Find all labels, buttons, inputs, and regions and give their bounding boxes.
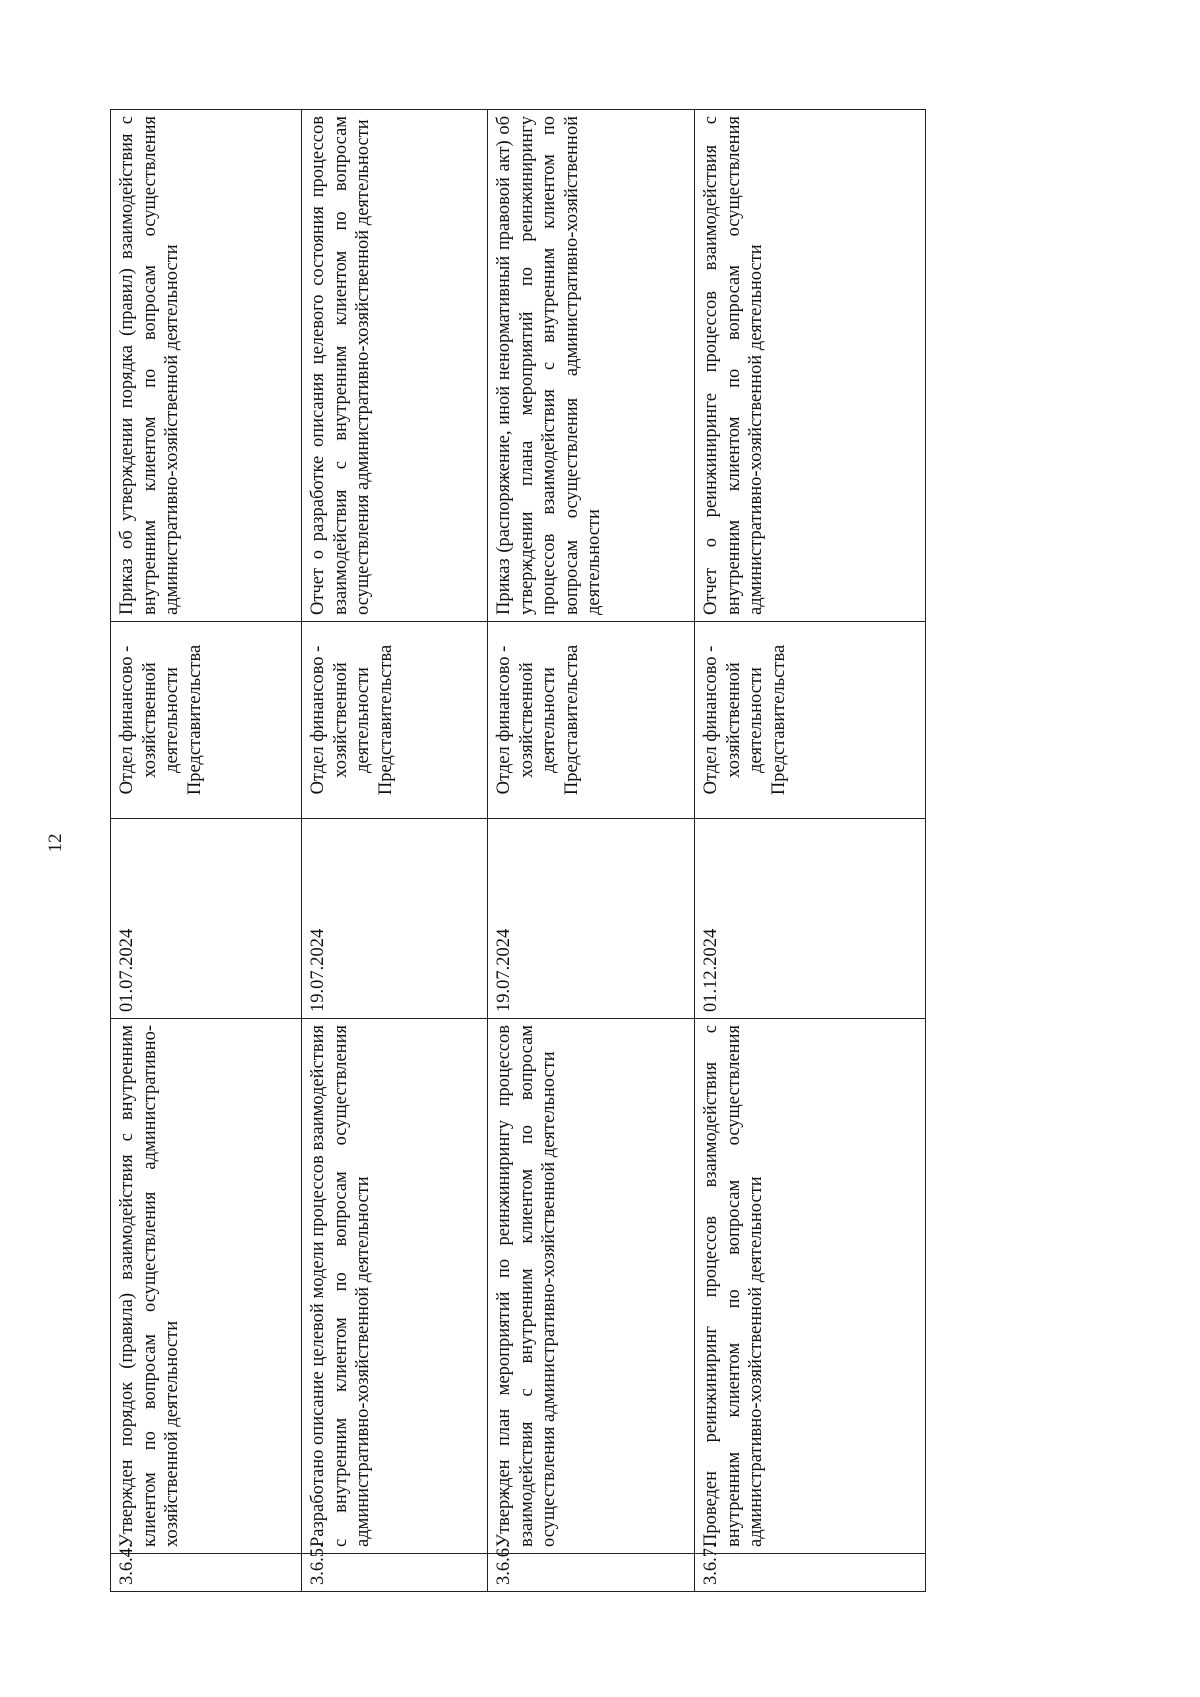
responsible-cell: Отдел финансово - хозяйственной деятельности Представительства	[111, 622, 302, 819]
document-cell: Приказ об утверждении порядка (правил) взаимодействия с внутренним клиентом по вопросам осуществления административно-хозяйственной деятельности	[111, 110, 302, 622]
table-row	[111, 110, 302, 1592]
date-cell: 01.12.2024	[695, 819, 926, 1019]
plan-table	[110, 109, 926, 1592]
result-cell: Разработано описание целевой модели процессов взаимодействия с внутренним клиентом по вопросам осуществления административно-хозяйственной деятельности	[302, 1019, 488, 1554]
result-cell: Утвержден порядок (правила) взаимодействия с внутренним клиентом по вопросам осуществления административно-хозяйственной деятельности	[111, 1019, 302, 1554]
table-row	[302, 110, 488, 1592]
date-cell: 19.07.2024	[302, 819, 488, 1019]
responsible-cell: Отдел финансово - хозяйственной деятельности Представительства	[302, 622, 488, 819]
page-number: 12	[45, 833, 66, 853]
row-number: 3.6.4.	[111, 1554, 302, 1592]
row-number: 3.6.7.	[695, 1554, 926, 1592]
row-number: 3.6.6.	[488, 1554, 695, 1592]
responsible-cell: Отдел финансово - хозяйственной деятельности Представительства	[488, 622, 695, 819]
result-cell: Проведен реинжиниринг процессов взаимодействия с внутренним клиентом по вопросам осуществления административно-хозяйственной деятельности	[695, 1019, 926, 1554]
rotated-table-container	[110, 110, 925, 1592]
date-cell: 19.07.2024	[488, 819, 695, 1019]
responsible-cell: Отдел финансово - хозяйственной деятельности Представительства	[695, 622, 926, 819]
row-number: 3.6.5.	[302, 1554, 488, 1592]
table-row	[695, 110, 926, 1592]
table-row	[488, 110, 695, 1592]
date-cell: 01.07.2024	[111, 819, 302, 1019]
document-cell: Отчет о реинжиниринге процессов взаимодействия с внутренним клиентом по вопросам осуществления административно-хозяйственной деятельности	[695, 110, 926, 622]
document-cell: Отчет о разработке описания целевого состояния процессов взаимодействия с внутренним клиентом по вопросам осуществления административно-хозяйственной деятельности	[302, 110, 488, 622]
result-cell: Утвержден план мероприятий по реинжинирингу процессов взаимодействия с внутренним клиентом по вопросам осуществления административно-хозяйственной деятельности	[488, 1019, 695, 1554]
document-cell: Приказ (распоряжение, иной ненормативный правовой акт) об утверждении плана мероприятий по реинжинирингу процессов взаимодействия с внутренним клиентом по вопросам осуществления административно-хозяйственной деятельности	[488, 110, 695, 622]
